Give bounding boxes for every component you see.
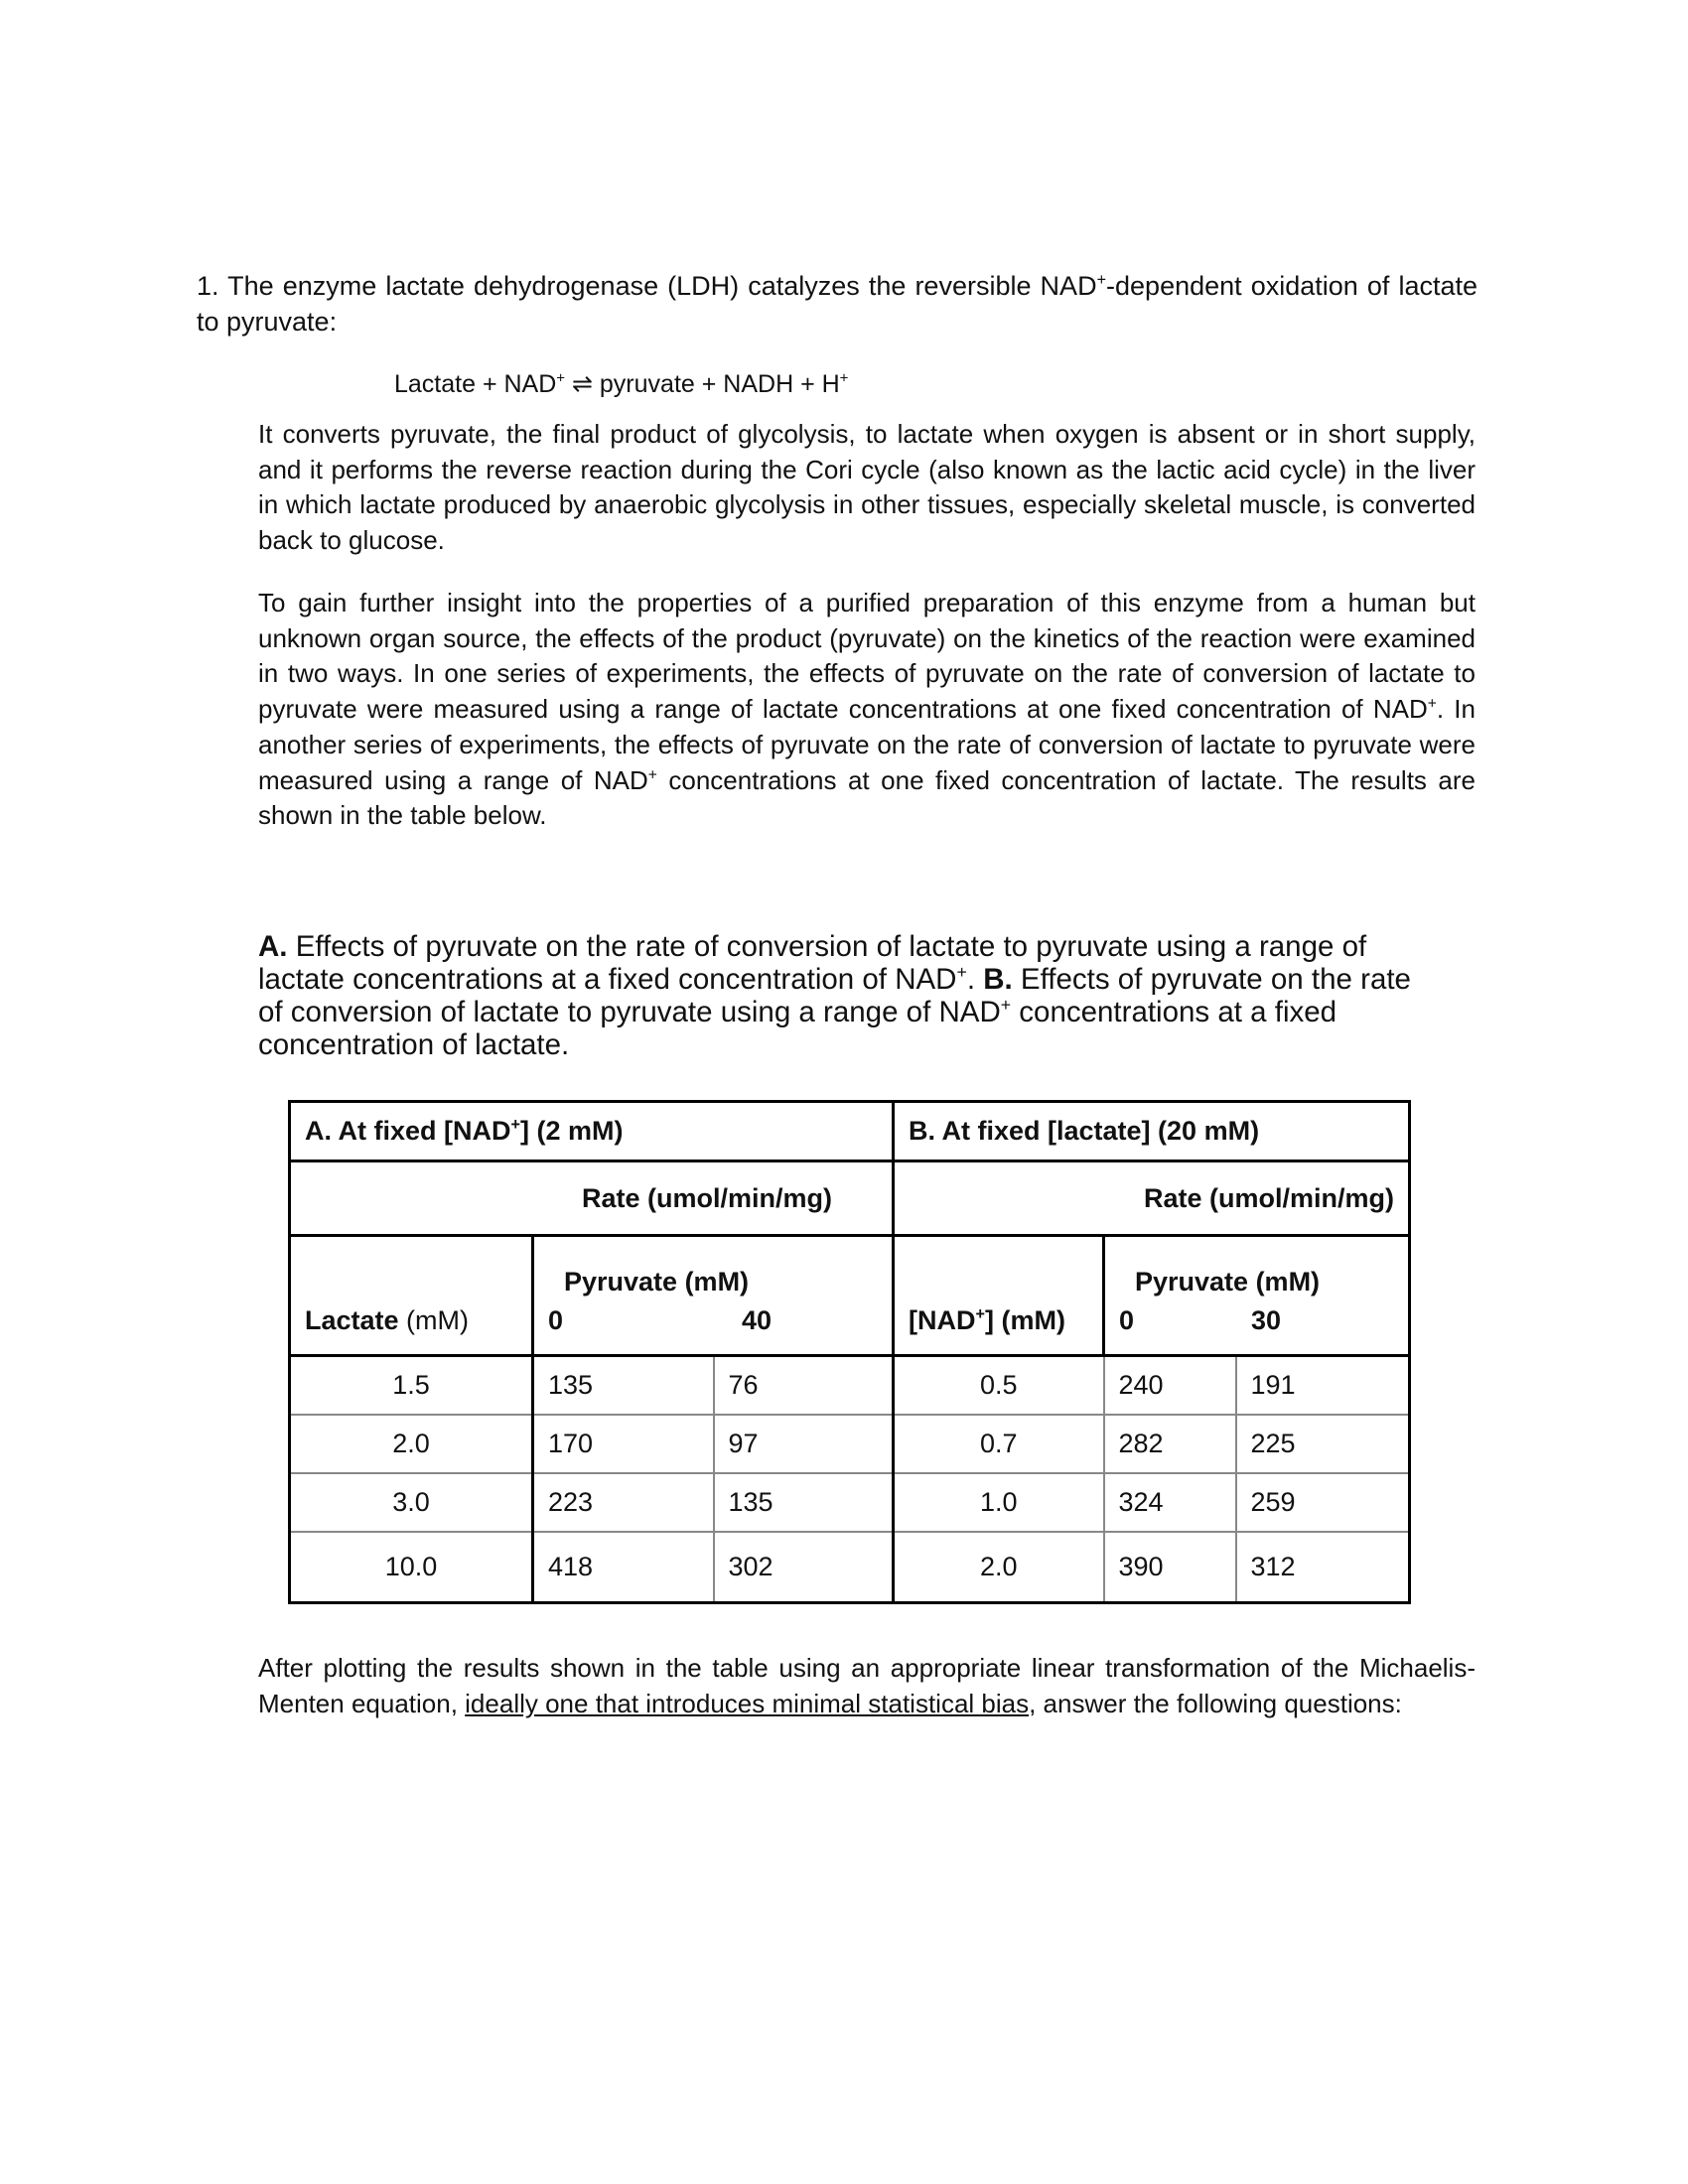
results-table bbox=[288, 1100, 1411, 1604]
emphasis-underline: ideally one that introduces minimal statistical bias bbox=[465, 1688, 1030, 1718]
table-b-rate-header: Rate (umol/min/mg) bbox=[894, 1161, 1410, 1236]
table-a-title: A. At fixed [NAD+] (2 mM) bbox=[290, 1102, 894, 1161]
table-b-title: B. At fixed [lactate] (20 mM) bbox=[894, 1102, 1410, 1161]
table-a-lactate-header: Lactate (mM) bbox=[290, 1236, 533, 1356]
table-b-nad-header: [NAD+] (mM) bbox=[894, 1236, 1104, 1356]
table-a-pyruvate-header: Pyruvate (mM) 0 40 bbox=[533, 1236, 894, 1356]
paragraph-background: It converts pyruvate, the final product of glycolysis, to lactate when oxygen is absent or in short supply, and it performs the reverse reaction during the Cori cycle (also known as the lactic acid cycle) in the liver in which lactate produced by anaerobic glycolysis in other tissues, especially skeletal muscle, is converted back to glucose. bbox=[258, 419, 1476, 556]
question-number: 1. bbox=[197, 271, 219, 301]
question-intro: 1. The enzyme lactate dehydrogenase (LDH) catalyzes the reversible NAD+-dependent oxidation of lactate to pyruvate: bbox=[197, 271, 1478, 337]
paragraph-experiment: To gain further insight into the properties of a purified preparation of this enzyme from a human but unknown organ source, the effects of the product (pyruvate) on the kinetics of the reaction were examined in two ways. In one series of experiments, the effects of pyruvate on the rate of conversion of lactate to pyruvate were measured using a range of lactate concentrations at one fixed concentration of NAD+. In another series of experiments, the effects of pyruvate on the rate of conversion of lactate to pyruvate were measured using a range of NAD+ concentrations at one fixed concentration of lactate. The results are shown in the table below. bbox=[258, 588, 1477, 831]
closing-paragraph: After plotting the results shown in the table using an appropriate linear transformation of the Michaelis-Menten equation, ideally one that introduces minimal statistical bias, answer the following questions: bbox=[258, 1653, 1476, 1718]
table-a-rate-header: Rate (umol/min/mg) bbox=[290, 1161, 894, 1236]
table-row: 2.0 170 97 0.7 282 225 bbox=[290, 1415, 1410, 1473]
table-b-pyruvate-header: Pyruvate (mM) 0 30 bbox=[1104, 1236, 1410, 1356]
table-row: 1.5 135 76 0.5 240 191 bbox=[290, 1356, 1410, 1415]
table-row: 3.0 223 135 1.0 324 259 bbox=[290, 1473, 1410, 1532]
reaction-equation: Lactate + NAD+ ⇌ pyruvate + NADH + H+ bbox=[394, 369, 849, 398]
table-row: 10.0 418 302 2.0 390 312 bbox=[290, 1532, 1410, 1603]
table-caption: A. Effects of pyruvate on the rate of conversion of lactate to pyruvate using a range of lactate concentrations at a fixed concentration of NAD+. B. Effects of pyruvate on the rate of conversion of lactate to pyruvate using a range of NAD+ concentrations at a fixed concentration of lactate. bbox=[258, 930, 1411, 1061]
equilibrium-arrow-icon: ⇌ bbox=[572, 370, 593, 398]
